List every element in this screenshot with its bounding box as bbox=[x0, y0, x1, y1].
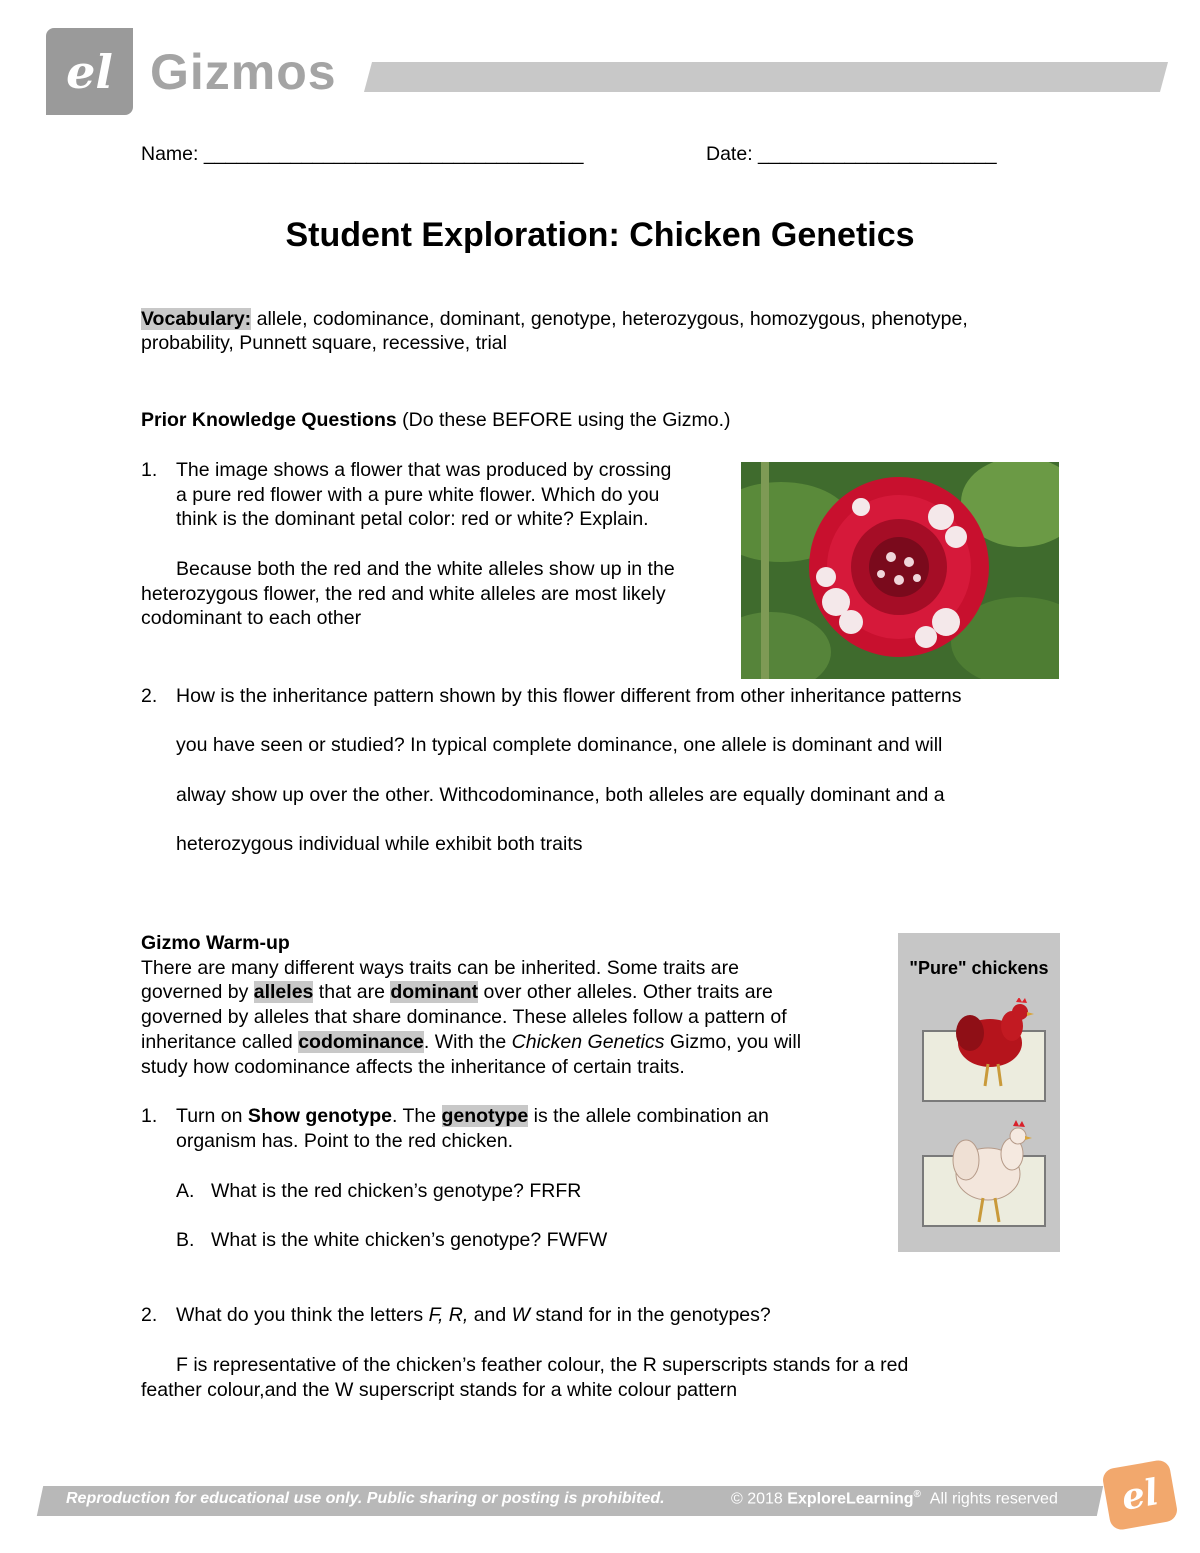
q2-line-4: heterozygous individual while exhibit both traits bbox=[176, 833, 583, 855]
wq1-number: 1. bbox=[141, 1105, 158, 1127]
q2-line-1: How is the inheritance pattern shown by this flower different from other inheritance patterns bbox=[176, 685, 962, 707]
a1-line-1: Because both the red and the white alleles show up in the bbox=[176, 558, 675, 580]
warmup-line-3: governed by alleles that share dominance. These alleles follow a pattern of bbox=[141, 1006, 787, 1028]
wq1-text-b: . The bbox=[392, 1105, 442, 1127]
registered-mark: ® bbox=[913, 1489, 921, 1500]
term-codominance: codominance bbox=[298, 1031, 424, 1053]
footer-copyright bbox=[731, 1489, 1058, 1508]
gizmos-logo bbox=[46, 28, 133, 115]
vocabulary-terms: allele, codominance, dominant, genotype, heterozygous, homozygous, phenotype, bbox=[251, 308, 968, 330]
term-alleles: alleles bbox=[253, 981, 314, 1003]
pure-chickens-title: "Pure" chickens bbox=[909, 958, 1049, 978]
warmup-line-4c: Gizmo, you will bbox=[664, 1031, 802, 1053]
wq1b-text: What is the white chicken’s genotype? FWFW bbox=[211, 1229, 608, 1251]
wq1-text-a: Turn on bbox=[176, 1105, 248, 1127]
warmup-line-4 bbox=[141, 1030, 801, 1055]
q1-line-3: think is the dominant petal color: red or white? Explain. bbox=[176, 508, 649, 530]
a1-line-2: heterozygous flower, the red and white alleles are most likely bbox=[141, 583, 666, 605]
term-dominant: dominant bbox=[390, 981, 479, 1003]
a1-line-3: codominant to each other bbox=[141, 607, 362, 629]
prior-knowledge-heading bbox=[141, 408, 731, 433]
vocabulary-line-2: probability, Punnett square, recessive, trial bbox=[141, 332, 507, 354]
warmup-line-2c: over other alleles. Other traits are bbox=[478, 981, 773, 1003]
warmup-line-1: There are many different ways traits can be inherited. Some traits are bbox=[141, 957, 739, 979]
warmup-heading: Gizmo Warm-up bbox=[141, 932, 290, 954]
wq1-text-c: is the allele combination an bbox=[528, 1105, 769, 1127]
gizmo-name: Chicken Genetics bbox=[511, 1031, 665, 1053]
warmup-line-2a: governed by bbox=[141, 981, 254, 1003]
wq2-number: 2. bbox=[141, 1304, 158, 1326]
date-field[interactable]: Date: ______________________ bbox=[706, 143, 997, 165]
prior-heading-note: (Do these BEFORE using the Gizmo.) bbox=[396, 409, 731, 431]
footer-usage-notice: Reproduction for educational use only. Public sharing or posting is prohibited. bbox=[66, 1490, 665, 1507]
wq2-letter-w: W bbox=[511, 1304, 531, 1326]
wq2-text-b: and bbox=[468, 1304, 512, 1326]
name-field[interactable]: Name: ___________________________________ bbox=[141, 143, 584, 165]
warmup-line-4a: inheritance called bbox=[141, 1031, 299, 1053]
q1-line-2: a pure red flower with a pure white flower. Which do you bbox=[176, 484, 660, 506]
prior-heading-bold: Prior Knowledge Questions bbox=[141, 409, 397, 431]
wq1-line-1 bbox=[176, 1104, 769, 1129]
vocabulary-label: Vocabulary: bbox=[141, 308, 252, 330]
warmup-line-2 bbox=[141, 980, 773, 1005]
warmup-line-5: study how codominance affects the inheritance of certain traits. bbox=[141, 1056, 685, 1078]
red-chicken-image[interactable] bbox=[950, 998, 1040, 1093]
warmup-line-2b: that are bbox=[313, 981, 391, 1003]
wq2-text-c: stand for in the genotypes? bbox=[530, 1304, 771, 1326]
q2-line-2: you have seen or studied? In typical complete dominance, one allele is dominant and will bbox=[176, 734, 943, 756]
warmup-line-4b: . With the bbox=[423, 1031, 512, 1053]
vocabulary-line-1 bbox=[141, 307, 968, 332]
header-bar bbox=[364, 62, 1168, 92]
wq1b-label: B. bbox=[176, 1229, 195, 1251]
wq2-text-a: What do you think the letters bbox=[176, 1304, 429, 1326]
wq1a-text: What is the red chicken’s genotype? FRFR bbox=[211, 1180, 582, 1202]
q1-line-1: The image shows a flower that was produced by crossing bbox=[176, 459, 672, 481]
wa2-line-1: F is representative of the chicken’s feather colour, the R superscripts stands for a red bbox=[176, 1354, 909, 1376]
wq1a-label: A. bbox=[176, 1180, 195, 1202]
wq2-line bbox=[176, 1303, 771, 1328]
term-genotype: genotype bbox=[441, 1105, 529, 1127]
wq2-letters: F, R, bbox=[428, 1304, 469, 1326]
wq1-line-2: organism has. Point to the red chicken. bbox=[176, 1130, 514, 1152]
q1-number: 1. bbox=[141, 459, 158, 481]
white-chicken-image[interactable] bbox=[948, 1116, 1040, 1228]
copyright-year: © 2018 bbox=[731, 1490, 783, 1508]
footer-logo-glyph: el bbox=[1118, 1471, 1162, 1519]
flower-image bbox=[741, 462, 1059, 679]
q2-number: 2. bbox=[141, 685, 158, 707]
show-genotype-label: Show genotype bbox=[247, 1105, 392, 1127]
company-name: ExploreLearning bbox=[787, 1490, 914, 1508]
wa2-line-2: feather colour,and the W superscript stands for a white colour pattern bbox=[141, 1379, 738, 1401]
page-title: Student Exploration: Chicken Genetics bbox=[285, 216, 915, 254]
brand-name: Gizmos bbox=[150, 44, 337, 100]
q2-line-3: alway show up over the other. Withcodominance, both alleles are equally dominant and a bbox=[176, 784, 945, 806]
rights-reserved: All rights reserved bbox=[929, 1490, 1058, 1508]
explorelearning-logo bbox=[1101, 1459, 1179, 1532]
logo-glyph: el bbox=[66, 44, 113, 99]
